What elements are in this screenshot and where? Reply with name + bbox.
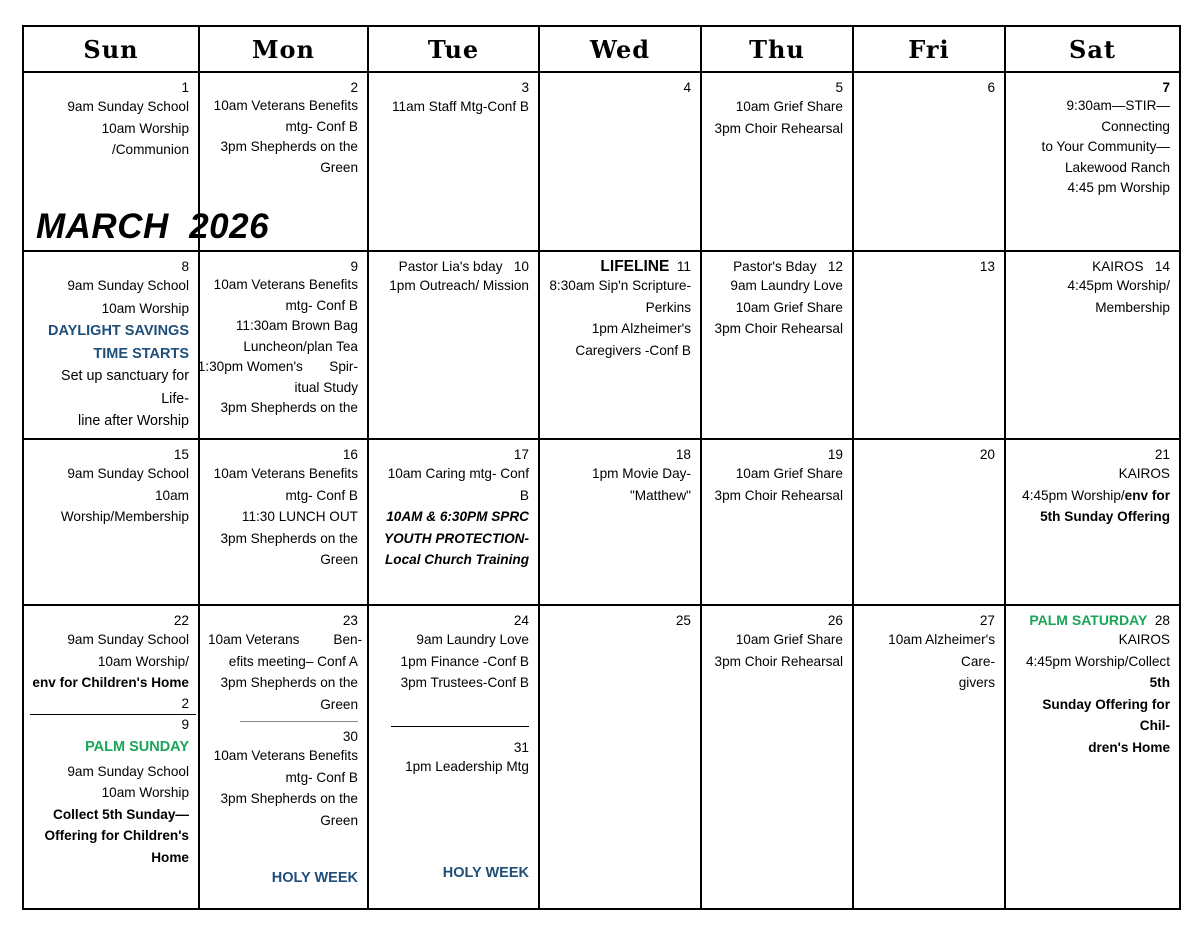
event: 3pm Shepherds on the <box>220 400 358 415</box>
day-cell-25 <box>539 605 701 909</box>
day-number: 14 <box>1154 259 1170 274</box>
event: 11:30 LUNCH OUT <box>241 509 358 524</box>
day-cell-11 <box>539 251 701 439</box>
event: 3pm Shepherds on the <box>220 530 358 546</box>
day-cell-13 <box>853 251 1005 439</box>
header-mon: Mon <box>199 26 368 72</box>
day-number: 4 <box>683 80 691 95</box>
event: mtg- Conf B <box>285 297 358 313</box>
event: 1pm Finance -Conf B <box>400 653 529 669</box>
birthday-label: Pastor's Bday <box>733 259 817 274</box>
birthday-label: Pastor Lia's bday <box>398 259 503 274</box>
day-number: 10 <box>513 259 529 274</box>
header-sat: Sat <box>1005 26 1180 72</box>
event: Home <box>151 849 189 865</box>
day-number: 9 <box>350 259 358 274</box>
day-cell-6 <box>853 72 1005 251</box>
event: Offering for Children's <box>44 828 189 843</box>
day-cell-7 <box>1005 72 1180 251</box>
day-number: 24 <box>513 613 529 628</box>
event: 1pm Leadership Mtg <box>405 758 529 774</box>
day-number: 25 <box>675 613 691 628</box>
day-cell-28 <box>1005 605 1180 909</box>
week-row-3 <box>23 439 1180 605</box>
day-heading <box>1014 612 1170 629</box>
event: KAIROS <box>1118 632 1170 647</box>
day-number: 17 <box>513 447 529 462</box>
event: Lakewood Ranch <box>1064 159 1170 175</box>
day-number: 13 <box>979 259 995 274</box>
event: mtg- Conf B <box>285 487 358 503</box>
day-number: 30 <box>342 729 358 744</box>
week-row-2 <box>23 251 1180 439</box>
day-number: 19 <box>827 447 843 462</box>
event: 9am Sunday School <box>67 466 189 481</box>
event: Membership <box>1095 299 1170 315</box>
event: 10am Worship <box>101 785 189 800</box>
holy-week-label: HOLY WEEK <box>442 864 529 881</box>
lifeline-label: LIFELINE <box>600 258 670 275</box>
day-number: 12 <box>827 259 843 274</box>
event: Collect 5th Sunday— <box>53 806 189 822</box>
event: Green <box>320 812 358 828</box>
event: 4:45pm Worship/ <box>1067 278 1170 293</box>
day-number: 22 <box>173 613 189 628</box>
event: 10am Worship/ <box>97 653 189 669</box>
event: Sunday Offering for Chil- <box>1042 696 1170 733</box>
event: to Your Community— <box>1041 139 1170 154</box>
event: line after Worship <box>78 413 189 429</box>
event-text: 4:45pm Worship/Collect <box>1025 653 1170 669</box>
divider <box>240 721 358 722</box>
day-number: 20 <box>979 447 995 462</box>
event: /Communion <box>111 142 189 157</box>
day-heading <box>548 258 691 275</box>
day-number: 6 <box>987 80 995 95</box>
event-text: 4:45pm Worship/ <box>1022 487 1125 503</box>
event: Green <box>320 552 358 567</box>
day-cell-19 <box>701 439 853 605</box>
divider <box>30 714 196 715</box>
event: 3pm Shepherds on the <box>220 791 358 806</box>
day-number: 9 <box>181 716 189 732</box>
event: mtg- Conf B <box>285 769 358 785</box>
day-cell-21 <box>1005 439 1180 605</box>
day-number: 16 <box>342 447 358 462</box>
day-heading <box>377 258 529 275</box>
week-row-4 <box>23 605 1180 909</box>
event: 9:30am—STIR—Connecting <box>1066 98 1170 134</box>
event: 10am Grief Share <box>735 99 843 114</box>
event: 9am Laundry Love <box>730 278 843 293</box>
event: Green <box>320 159 358 175</box>
event: 3pm Trustees-Conf B <box>400 675 529 690</box>
header-thu: Thu <box>701 26 853 72</box>
day-number: 26 <box>827 613 843 628</box>
day-cell-27 <box>853 605 1005 909</box>
event: 3pm Choir Rehearsal <box>714 653 843 669</box>
day-number: 31 <box>513 739 529 755</box>
day-number: 7 <box>1162 80 1170 95</box>
day-number: 23 <box>342 613 358 628</box>
event: 10am Caring mtg- Conf B <box>387 466 529 503</box>
event: 10am Worship/Membership <box>60 487 189 524</box>
sprc-training-event: YOUTH PROTECTION- <box>384 530 529 546</box>
day-cell-23-30 <box>199 605 368 909</box>
day-number: 27 <box>979 613 995 628</box>
event: Luncheon/plan Tea <box>243 338 358 354</box>
day-number: 2 <box>181 695 189 711</box>
header-tue: Tue <box>368 26 539 72</box>
day-cell-26 <box>701 605 853 909</box>
event: 3pm Choir Rehearsal <box>714 120 843 136</box>
event: Perkins <box>645 299 691 315</box>
day-cell-8 <box>23 251 199 439</box>
event: 11am Staff Mtg-Conf B <box>391 99 529 114</box>
day-heading <box>710 258 843 275</box>
day-cell-17 <box>368 439 539 605</box>
event: Set up sanctuary for Life- <box>61 368 189 407</box>
event: 10am Grief Share <box>735 632 843 647</box>
event: 10am Veterans Ben- <box>208 632 363 647</box>
event: 10am Grief Share <box>735 299 843 315</box>
event: 10am Worship <box>101 300 189 316</box>
day-number: 18 <box>675 447 691 462</box>
event-text-bold: env for <box>1124 487 1170 503</box>
event: 9am Sunday School <box>67 99 189 114</box>
sprc-training-event: 10AM & 6:30PM SPRC <box>386 509 529 524</box>
day-cell-18 <box>539 439 701 605</box>
event: 10am Veterans Benefits <box>213 748 358 763</box>
divider <box>391 726 529 727</box>
event: KAIROS <box>1118 466 1170 481</box>
event <box>1014 651 1170 694</box>
event: 10am Worship <box>101 120 189 136</box>
header-sun: Sun <box>23 26 199 72</box>
day-number: 11 <box>676 259 691 274</box>
day-cell-5 <box>701 72 853 251</box>
header-fri: Fri <box>853 26 1005 72</box>
month-title: MARCH 2026 <box>36 207 270 246</box>
day-cell-10 <box>368 251 539 439</box>
day-cell-12 <box>701 251 853 439</box>
day-cell-16 <box>199 439 368 605</box>
day-cell-9 <box>199 251 368 439</box>
day-cell-14 <box>1005 251 1180 439</box>
day-number: 3 <box>521 80 529 95</box>
event: 9am Sunday School <box>67 763 189 779</box>
event: 3pm Choir Rehearsal <box>714 487 843 503</box>
sprc-training-event: Local Church Training <box>384 552 529 567</box>
kairos-label: KAIROS <box>1092 259 1144 274</box>
event: 10am Veterans Benefits <box>213 466 358 481</box>
calendar-grid <box>22 25 1181 910</box>
event: efits meeting– Conf A <box>228 653 358 669</box>
event: 10am Grief Share <box>735 466 843 481</box>
event: 1pm Alzheimer's <box>591 321 691 336</box>
day-cell-4 <box>539 72 701 251</box>
day-number: 5 <box>835 80 843 95</box>
day-number: 8 <box>181 259 189 274</box>
palm-saturday-label: PALM SATURDAY <box>1029 612 1148 628</box>
event: 9am Laundry Love <box>416 632 529 647</box>
event-text-bold: 5th <box>1149 675 1170 690</box>
event: 9am Sunday School <box>67 278 189 293</box>
event: givers <box>958 675 995 690</box>
event: 5th Sunday Offering <box>1040 509 1170 524</box>
day-cell-24-31 <box>368 605 539 909</box>
event: 3pm Choir Rehearsal <box>714 321 843 336</box>
event: 8:30am Sip'n Scripture- <box>549 278 691 293</box>
event: 10am Veterans Benefits <box>213 277 358 292</box>
day-number: 1 <box>181 80 189 95</box>
event: env for Children's Home <box>32 675 189 690</box>
event: 11:30am Brown Bag <box>235 318 358 333</box>
event: 1pm Movie Day-"Matthew" <box>592 466 691 503</box>
daylight-savings-notice: DAYLIGHT SAVINGS <box>48 323 189 339</box>
event: 10am Alzheimer's Care- <box>888 632 995 669</box>
event: dren's Home <box>1088 739 1170 755</box>
event: mtg- Conf B <box>285 118 358 134</box>
event: Green <box>320 696 358 712</box>
day-cell-3 <box>368 72 539 251</box>
day-number: 15 <box>173 447 189 462</box>
day-number: 28 <box>1154 613 1170 628</box>
header-wed: Wed <box>539 26 701 72</box>
day-number: 21 <box>1154 447 1170 462</box>
event: 3pm Shepherds on the <box>220 139 358 154</box>
event: itual Study <box>294 379 358 395</box>
event: 9am Sunday School <box>67 632 189 647</box>
day-cell-15 <box>23 439 199 605</box>
event: 1:30pm Women's Spir- <box>197 359 358 374</box>
holy-week-label: HOLY WEEK <box>271 869 358 886</box>
event: 10am Veterans Benefits <box>213 98 358 113</box>
day-number: 2 <box>350 80 358 95</box>
event: 1pm Outreach/ Mission <box>389 278 529 293</box>
day-heading <box>1014 258 1170 275</box>
daylight-savings-notice: TIME STARTS <box>93 345 189 362</box>
event: Caregivers -Conf B <box>575 342 691 358</box>
event <box>1014 485 1170 507</box>
event: 4:45 pm Worship <box>1067 180 1170 195</box>
day-cell-20 <box>853 439 1005 605</box>
header-row <box>23 26 1180 72</box>
event: 3pm Shepherds on the <box>220 675 358 690</box>
palm-sunday-label: PALM SUNDAY <box>85 738 189 755</box>
day-cell-22-29 <box>23 605 199 909</box>
